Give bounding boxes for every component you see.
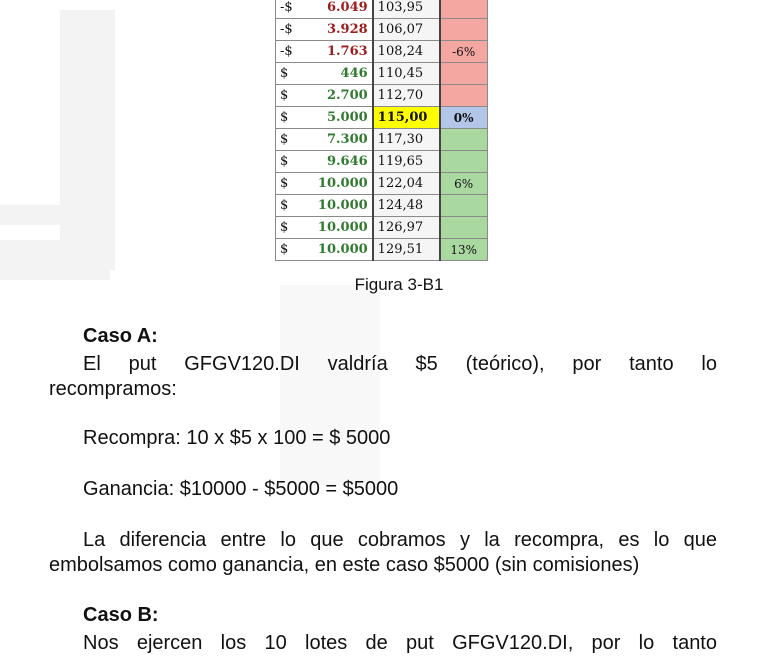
percent-cell [440,85,488,107]
price-cell: 112,70 [373,85,440,107]
caso-a-para1: La diferencia entre lo que cobramos y la recompra, es lo que [83,529,717,551]
caso-a-line1: El put GFGV120.DI valdría $5 (teórico), por tanto lo [83,353,717,375]
currency-cell: -$ [276,41,297,63]
amount-cell: 9.646 [297,151,373,173]
currency-cell: $ [276,173,297,195]
currency-cell: -$ [276,0,297,19]
currency-cell: $ [276,63,297,85]
price-cell: 110,45 [373,63,440,85]
amount-cell: 1.763 [297,41,373,63]
currency-cell: $ [276,107,297,129]
currency-cell: $ [276,239,297,261]
caso-a-heading: Caso A: [83,325,158,347]
amount-cell: 446 [297,63,373,85]
caso-a-line2: recompramos: [49,378,177,400]
currency-cell: $ [276,85,297,107]
price-cell: 117,30 [373,129,440,151]
percent-cell [440,0,488,19]
table-row [276,239,488,261]
table-row [276,217,488,239]
table-row [276,0,488,19]
amount-cell: 10.000 [297,217,373,239]
table-row [276,41,488,63]
price-cell: 103,95 [373,0,440,19]
table-row [276,129,488,151]
percent-cell [440,217,488,239]
table-row [276,173,488,195]
currency-cell: $ [276,151,297,173]
table-row [276,107,488,129]
watermark [0,205,110,225]
currency-cell: $ [276,195,297,217]
table-row [276,19,488,41]
amount-cell: 3.928 [297,19,373,41]
amount-cell: 10.000 [297,239,373,261]
caso-a-para2: embolsamos como ganancia, en este caso $5000 (sin comisiones) [49,554,640,576]
percent-cell: 0% [440,107,488,129]
table-row [276,195,488,217]
percent-cell: 13% [440,239,488,261]
table-row [276,85,488,107]
table-row [276,63,488,85]
caso-b-line1: Nos ejercen los 10 lotes de put GFGV120.DI, por lo tanto [83,632,717,654]
ganancia-formula: Ganancia: $10000 - $5000 = $5000 [83,478,399,500]
price-cell: 126,97 [373,217,440,239]
percent-cell [440,151,488,173]
price-cell: 124,48 [373,195,440,217]
currency-cell: $ [276,129,297,151]
price-cell: 108,24 [373,41,440,63]
recompra-formula: Recompra: 10 x $5 x 100 = $ 5000 [83,427,391,449]
amount-cell: 10.000 [297,173,373,195]
amount-cell: 2.700 [297,85,373,107]
watermark [0,240,110,280]
percent-cell [440,195,488,217]
percent-cell: -6% [440,41,488,63]
percent-cell [440,129,488,151]
figure-caption: Figura 3-B1 [354,275,444,294]
price-cell: 122,04 [373,173,440,195]
table-row [276,151,488,173]
amount-cell: 7.300 [297,129,373,151]
watermark [60,10,115,270]
amount-cell: 5.000 [297,107,373,129]
price-cell: 129,51 [373,239,440,261]
currency-cell: -$ [276,19,297,41]
caso-b-heading: Caso B: [83,604,159,626]
percent-cell [440,63,488,85]
price-cell: 119,65 [373,151,440,173]
price-cell: 115,00 [373,107,440,129]
options-table [275,0,488,261]
percent-cell: 6% [440,173,488,195]
amount-cell: 6.049 [297,0,373,19]
price-cell: 106,07 [373,19,440,41]
percent-cell [440,19,488,41]
currency-cell: $ [276,217,297,239]
amount-cell: 10.000 [297,195,373,217]
